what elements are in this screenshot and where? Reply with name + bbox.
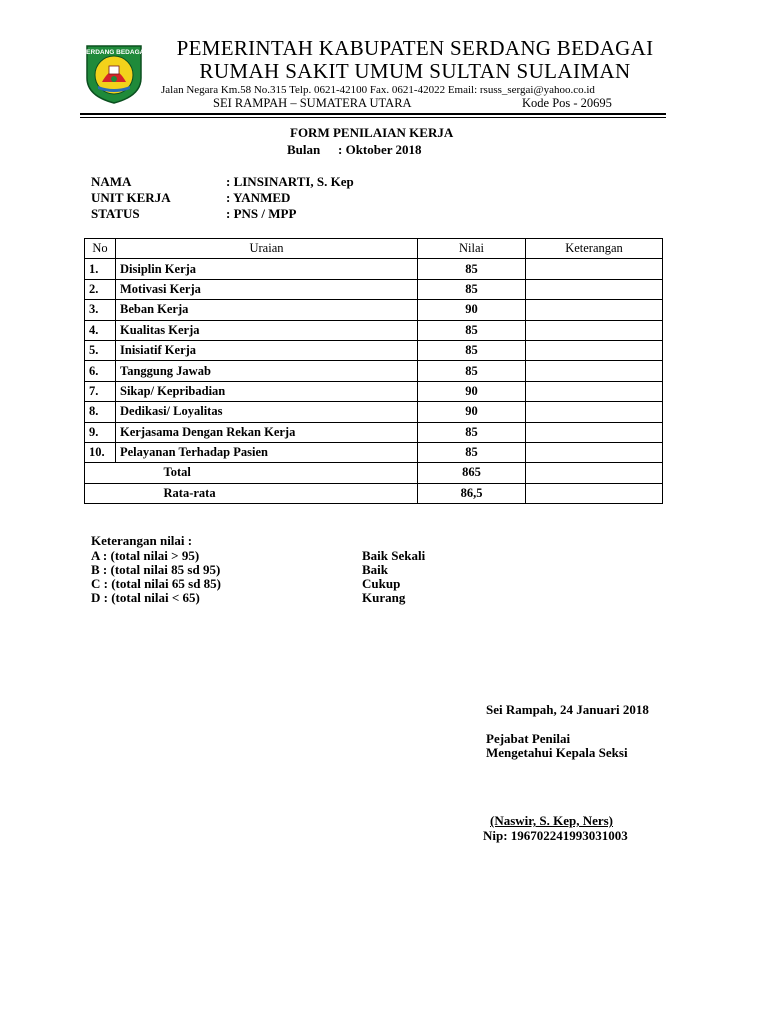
remark xyxy=(526,300,663,320)
month-value: : Oktober 2018 xyxy=(338,142,422,157)
criterion: Motivasi Kerja xyxy=(116,279,418,299)
remark xyxy=(526,381,663,401)
remark xyxy=(526,320,663,340)
criterion: Inisiatif Kerja xyxy=(116,340,418,360)
total-label-cell xyxy=(85,463,418,483)
table-row xyxy=(85,442,663,462)
legend-grade-a: Baik Sekali xyxy=(362,548,426,563)
average-value: 86,5 xyxy=(418,483,526,503)
row-number: 8. xyxy=(85,402,116,422)
table-row xyxy=(85,402,663,422)
remark xyxy=(526,340,663,360)
legend-grade-b: Baik xyxy=(362,562,389,577)
table-row xyxy=(85,361,663,381)
form-title: FORM PENILAIAN KERJA xyxy=(290,125,454,140)
legend-title: Keterangan nilai : xyxy=(91,533,193,548)
score: 85 xyxy=(418,361,526,381)
remark xyxy=(526,422,663,442)
remark xyxy=(526,442,663,462)
score: 90 xyxy=(418,381,526,401)
header-nilai: Nilai xyxy=(418,239,526,259)
unit-value: : YANMED xyxy=(226,190,291,205)
score: 85 xyxy=(418,259,526,279)
score: 85 xyxy=(418,320,526,340)
city-line: SEI RAMPAH – SUMATERA UTARA xyxy=(213,96,412,110)
row-number: 4. xyxy=(85,320,116,340)
criterion: Dedikasi/ Loyalitas xyxy=(116,402,418,422)
score: 85 xyxy=(418,340,526,360)
row-number: 5. xyxy=(85,340,116,360)
legend-range-c: C : (total nilai 65 sd 85) xyxy=(91,576,221,591)
table-row xyxy=(85,422,663,442)
total-value: 865 xyxy=(418,463,526,483)
criterion: Kerjasama Dengan Rekan Kerja xyxy=(116,422,418,442)
criterion: Tanggung Jawab xyxy=(116,361,418,381)
header-uraian: Uraian xyxy=(116,239,418,259)
remark xyxy=(526,402,663,422)
table-row xyxy=(85,300,663,320)
row-number: 3. xyxy=(85,300,116,320)
remark xyxy=(526,361,663,381)
criterion: Sikap/ Kepribadian xyxy=(116,381,418,401)
row-number: 6. xyxy=(85,361,116,381)
total-row xyxy=(85,463,663,483)
legend-grade-c: Cukup xyxy=(362,576,401,591)
total-label: Total xyxy=(163,465,191,480)
header-rule-thin xyxy=(80,117,666,118)
row-number: 10. xyxy=(85,442,116,462)
criterion: Beban Kerja xyxy=(116,300,418,320)
signer-role: Pejabat Penilai xyxy=(486,731,571,746)
unit-label: UNIT KERJA xyxy=(91,190,171,205)
average-remark xyxy=(526,483,663,503)
remark xyxy=(526,279,663,299)
month-label: Bulan xyxy=(287,142,321,157)
average-label-cell xyxy=(85,483,418,503)
logo-text: SERDANG BEDAGAI xyxy=(81,49,147,56)
legend-range-a: A : (total nilai > 95) xyxy=(91,548,200,563)
criterion: Kualitas Kerja xyxy=(116,320,418,340)
signer-nip: Nip: 196702241993031003 xyxy=(483,828,628,843)
score: 90 xyxy=(418,402,526,422)
legend-range-b: B : (total nilai 85 sd 95) xyxy=(91,562,221,577)
score: 85 xyxy=(418,422,526,442)
table-row xyxy=(85,259,663,279)
total-remark xyxy=(526,463,663,483)
score: 85 xyxy=(418,279,526,299)
legend-range-d: D : (total nilai < 65) xyxy=(91,590,200,605)
postcode: Kode Pos - 20695 xyxy=(522,96,612,110)
row-number: 1. xyxy=(85,259,116,279)
criterion: Disiplin Kerja xyxy=(116,259,418,279)
table-row xyxy=(85,340,663,360)
average-label: Rata-rata xyxy=(163,485,216,500)
place-date: Sei Rampah, 24 Januari 2018 xyxy=(486,702,649,717)
table-row xyxy=(85,320,663,340)
signer-name: (Naswir, S. Kep, Ners) xyxy=(490,813,614,828)
remark xyxy=(526,259,663,279)
row-number: 9. xyxy=(85,422,116,442)
header-no: No xyxy=(85,239,116,259)
legend-grade-d: Kurang xyxy=(362,590,406,605)
table-row xyxy=(85,279,663,299)
table-row xyxy=(85,381,663,401)
government-title: PEMERINTAH KABUPATEN SERDANG BEDAGAI xyxy=(176,36,654,60)
status-label: STATUS xyxy=(91,206,140,221)
score: 85 xyxy=(418,442,526,462)
row-number: 2. xyxy=(85,279,116,299)
regency-logo xyxy=(81,40,147,106)
name-value: : LINSINARTI, S. Kep xyxy=(226,174,354,189)
row-number: 7. xyxy=(85,381,116,401)
criterion: Pelayanan Terhadap Pasien xyxy=(116,442,418,462)
status-value: : PNS / MPP xyxy=(226,206,297,221)
signer-role-2: Mengetahui Kepala Seksi xyxy=(486,745,628,760)
hospital-title: RUMAH SAKIT UMUM SULTAN SULAIMAN xyxy=(199,59,631,83)
name-label: NAMA xyxy=(91,174,132,189)
header-rule-thick xyxy=(80,113,666,115)
address-line: Jalan Negara Km.58 No.315 Telp. 0621-42100 Fax. 0621-42022 Email: rsuss_sergai@yahoo.co.id xyxy=(161,84,595,96)
header-keterangan: Keterangan xyxy=(526,239,663,259)
average-row xyxy=(85,483,663,503)
table-header-row xyxy=(85,239,663,259)
score: 90 xyxy=(418,300,526,320)
score-table xyxy=(84,238,663,504)
